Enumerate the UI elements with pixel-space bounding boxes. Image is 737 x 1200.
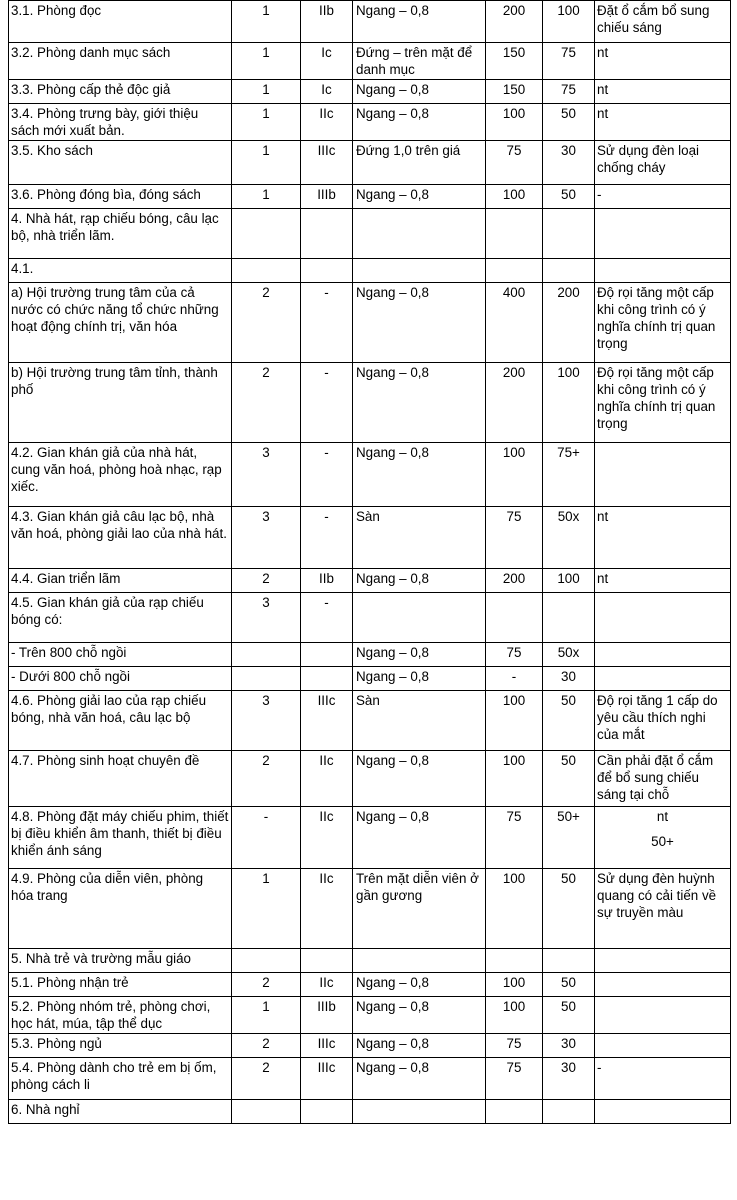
table-row bbox=[9, 807, 731, 869]
illum-low-cell: 100 bbox=[543, 569, 595, 593]
col1-cell: 2 bbox=[232, 363, 301, 443]
illum-high-cell: 75 bbox=[486, 141, 543, 185]
note-cell bbox=[595, 593, 731, 643]
col1-cell: 3 bbox=[232, 443, 301, 507]
illum-high-cell: 150 bbox=[486, 43, 543, 80]
col1-cell bbox=[232, 259, 301, 283]
room-name-cell: 4.9. Phòng của diễn viên, phòng hóa trang bbox=[9, 869, 232, 949]
illum-high-cell: 100 bbox=[486, 869, 543, 949]
note-cell bbox=[595, 949, 731, 973]
room-name-cell: 3.1. Phòng đọc bbox=[9, 1, 232, 43]
plane-cell: Ngang – 0,8 bbox=[353, 751, 486, 807]
plane-cell: Đứng – trên mặt để danh mục bbox=[353, 43, 486, 80]
room-name-cell: b) Hội trường trung tâm tỉnh, thành phố bbox=[9, 363, 232, 443]
plane-cell: Ngang – 0,8 bbox=[353, 443, 486, 507]
col1-cell bbox=[232, 643, 301, 667]
note-cell bbox=[595, 1034, 731, 1058]
illum-low-cell bbox=[543, 259, 595, 283]
table-row bbox=[9, 1, 731, 43]
illum-high-cell: 75 bbox=[486, 1034, 543, 1058]
col2-cell: IIIb bbox=[301, 185, 353, 209]
col2-cell bbox=[301, 667, 353, 691]
illum-low-cell: 50x bbox=[543, 643, 595, 667]
note-cell bbox=[595, 997, 731, 1034]
illum-high-cell: 400 bbox=[486, 283, 543, 363]
illum-high-cell: 100 bbox=[486, 443, 543, 507]
col2-cell: IIb bbox=[301, 1, 353, 43]
col1-cell: 3 bbox=[232, 507, 301, 569]
illum-high-cell: - bbox=[486, 667, 543, 691]
col1-cell bbox=[232, 1100, 301, 1124]
room-name-cell: 4.6. Phòng giải lao của rạp chiếu bóng, nhà văn hoá, câu lạc bộ bbox=[9, 691, 232, 751]
col1-cell: 1 bbox=[232, 869, 301, 949]
illum-high-cell bbox=[486, 949, 543, 973]
room-name-cell: 4. Nhà hát, rạp chiếu bóng, câu lạc bộ, nhà triển lãm. bbox=[9, 209, 232, 259]
note-cell: - bbox=[595, 1058, 731, 1100]
col1-cell: 1 bbox=[232, 185, 301, 209]
plane-cell: Ngang – 0,8 bbox=[353, 104, 486, 141]
table-body bbox=[9, 1, 731, 1124]
plane-cell: Ngang – 0,8 bbox=[353, 1034, 486, 1058]
col2-cell: - bbox=[301, 283, 353, 363]
note-cell: Độ rọi tăng một cấp khi công trình có ý nghĩa chính trị quan trọng bbox=[595, 283, 731, 363]
col2-cell bbox=[301, 259, 353, 283]
col2-cell: - bbox=[301, 507, 353, 569]
col1-cell: 2 bbox=[232, 1034, 301, 1058]
plane-cell: Ngang – 0,8 bbox=[353, 643, 486, 667]
plane-cell: Ngang – 0,8 bbox=[353, 185, 486, 209]
illum-low-cell: 50+ bbox=[543, 807, 595, 869]
plane-cell bbox=[353, 949, 486, 973]
illum-low-cell bbox=[543, 949, 595, 973]
illum-high-cell bbox=[486, 1100, 543, 1124]
col2-cell: - bbox=[301, 443, 353, 507]
note-cell: - bbox=[595, 185, 731, 209]
illum-high-cell: 200 bbox=[486, 569, 543, 593]
room-name-cell: 3.6. Phòng đóng bìa, đóng sách bbox=[9, 185, 232, 209]
illum-low-cell: 30 bbox=[543, 667, 595, 691]
col1-cell: - bbox=[232, 807, 301, 869]
table-row bbox=[9, 691, 731, 751]
room-name-cell: 5. Nhà trẻ và trường mẫu giáo bbox=[9, 949, 232, 973]
note-cell: nt bbox=[595, 43, 731, 80]
room-name-cell: 4.3. Gian khán giả câu lạc bộ, nhà văn hoá, phòng giải lao của nhà hát. bbox=[9, 507, 232, 569]
room-name-cell: 5.4. Phòng dành cho trẻ em bị ốm, phòng cách li bbox=[9, 1058, 232, 1100]
room-name-cell: - Dưới 800 chỗ ngồi bbox=[9, 667, 232, 691]
col2-cell: IIc bbox=[301, 973, 353, 997]
room-name-cell: 3.4. Phòng trưng bày, giới thiệu sách mới xuất bản. bbox=[9, 104, 232, 141]
col1-cell bbox=[232, 209, 301, 259]
table-row bbox=[9, 997, 731, 1034]
plane-cell: Sàn bbox=[353, 507, 486, 569]
room-name-cell: - Trên 800 chỗ ngồi bbox=[9, 643, 232, 667]
room-name-cell: 4.7. Phòng sinh hoạt chuyên đề bbox=[9, 751, 232, 807]
table-row bbox=[9, 751, 731, 807]
table-row bbox=[9, 869, 731, 949]
table-row bbox=[9, 569, 731, 593]
note-secondary-text: 50+ bbox=[651, 834, 674, 849]
col1-cell: 2 bbox=[232, 1058, 301, 1100]
col1-cell: 2 bbox=[232, 973, 301, 997]
col1-cell bbox=[232, 949, 301, 973]
illum-high-cell: 150 bbox=[486, 80, 543, 104]
illum-low-cell: 50 bbox=[543, 869, 595, 949]
col1-cell: 1 bbox=[232, 997, 301, 1034]
illum-high-cell: 75 bbox=[486, 807, 543, 869]
col1-cell bbox=[232, 667, 301, 691]
col2-cell: IIIc bbox=[301, 1058, 353, 1100]
note-cell: Cần phải đặt ổ cắm để bổ sung chiếu sáng tại chỗ bbox=[595, 751, 731, 807]
illum-high-cell: 100 bbox=[486, 104, 543, 141]
col2-cell bbox=[301, 643, 353, 667]
illum-low-cell: 75 bbox=[543, 43, 595, 80]
col2-cell: IIIc bbox=[301, 1034, 353, 1058]
illum-high-cell: 100 bbox=[486, 997, 543, 1034]
plane-cell: Ngang – 0,8 bbox=[353, 1058, 486, 1100]
illum-low-cell: 100 bbox=[543, 363, 595, 443]
note-cell bbox=[595, 209, 731, 259]
plane-cell: Ngang – 0,8 bbox=[353, 80, 486, 104]
room-name-cell: 6. Nhà nghỉ bbox=[9, 1100, 232, 1124]
note-cell bbox=[595, 643, 731, 667]
plane-cell: Ngang – 0,8 bbox=[353, 1, 486, 43]
illum-low-cell: 100 bbox=[543, 1, 595, 43]
illum-high-cell: 200 bbox=[486, 363, 543, 443]
illum-low-cell: 50 bbox=[543, 973, 595, 997]
col1-cell: 2 bbox=[232, 569, 301, 593]
note-cell bbox=[595, 807, 731, 869]
table-row bbox=[9, 283, 731, 363]
illum-high-cell bbox=[486, 259, 543, 283]
room-name-cell: 5.2. Phòng nhóm trẻ, phòng chơi, học hát, múa, tập thể dục bbox=[9, 997, 232, 1034]
col1-cell: 3 bbox=[232, 691, 301, 751]
plane-cell bbox=[353, 259, 486, 283]
col1-cell: 1 bbox=[232, 104, 301, 141]
illum-low-cell: 200 bbox=[543, 283, 595, 363]
col1-cell: 1 bbox=[232, 80, 301, 104]
plane-cell: Ngang – 0,8 bbox=[353, 997, 486, 1034]
col2-cell: Ic bbox=[301, 80, 353, 104]
table-row bbox=[9, 949, 731, 973]
room-name-cell: 4.2. Gian khán giả của nhà hát, cung văn hoá, phòng hoà nhạc, rạp xiếc. bbox=[9, 443, 232, 507]
table-row bbox=[9, 507, 731, 569]
room-name-cell: 5.1. Phòng nhận trẻ bbox=[9, 973, 232, 997]
lighting-standards-table bbox=[8, 0, 731, 1124]
illum-low-cell: 50 bbox=[543, 104, 595, 141]
table-row bbox=[9, 593, 731, 643]
illum-low-cell bbox=[543, 1100, 595, 1124]
table-row bbox=[9, 104, 731, 141]
room-name-cell: 4.4. Gian triển lãm bbox=[9, 569, 232, 593]
col2-cell: IIc bbox=[301, 751, 353, 807]
note-cell bbox=[595, 1100, 731, 1124]
illum-low-cell bbox=[543, 209, 595, 259]
table-row bbox=[9, 443, 731, 507]
note-cell bbox=[595, 443, 731, 507]
col2-cell bbox=[301, 209, 353, 259]
illum-low-cell: 30 bbox=[543, 141, 595, 185]
illum-high-cell: 200 bbox=[486, 1, 543, 43]
illum-low-cell: 75 bbox=[543, 80, 595, 104]
col1-cell: 2 bbox=[232, 751, 301, 807]
illum-low-cell: 50 bbox=[543, 751, 595, 807]
note-cell bbox=[595, 259, 731, 283]
room-name-cell: 4.8. Phòng đặt máy chiếu phim, thiết bị điều khiển âm thanh, thiết bị điều khiển ánh sáng bbox=[9, 807, 232, 869]
note-cell: Độ rọi tăng 1 cấp do yêu cầu thích nghi của mắt bbox=[595, 691, 731, 751]
table-row bbox=[9, 1034, 731, 1058]
illum-low-cell: 50 bbox=[543, 997, 595, 1034]
plane-cell: Trên mặt diễn viên ở gần gương bbox=[353, 869, 486, 949]
note-text: nt bbox=[656, 809, 669, 824]
room-name-cell: 4.5. Gian khán giả của rạp chiếu bóng có: bbox=[9, 593, 232, 643]
note-cell: nt bbox=[595, 80, 731, 104]
illum-low-cell: 50 bbox=[543, 691, 595, 751]
table-row bbox=[9, 1100, 731, 1124]
note-cell: nt bbox=[595, 569, 731, 593]
plane-cell: Ngang – 0,8 bbox=[353, 973, 486, 997]
col2-cell: IIIb bbox=[301, 997, 353, 1034]
room-name-cell: 3.3. Phòng cấp thẻ độc giả bbox=[9, 80, 232, 104]
note-cell: nt bbox=[595, 104, 731, 141]
illum-high-cell: 100 bbox=[486, 185, 543, 209]
table-row bbox=[9, 1058, 731, 1100]
plane-cell: Ngang – 0,8 bbox=[353, 569, 486, 593]
room-name-cell: 4.1. bbox=[9, 259, 232, 283]
table-row bbox=[9, 209, 731, 259]
col2-cell: IIc bbox=[301, 869, 353, 949]
col1-cell: 1 bbox=[232, 1, 301, 43]
col2-cell: IIIc bbox=[301, 691, 353, 751]
illum-low-cell: 30 bbox=[543, 1058, 595, 1100]
plane-cell bbox=[353, 593, 486, 643]
table-row bbox=[9, 141, 731, 185]
table-row bbox=[9, 973, 731, 997]
illum-high-cell bbox=[486, 209, 543, 259]
note-cell: Sử dụng đèn huỳnh quang có cải tiến về sự truyền màu bbox=[595, 869, 731, 949]
plane-cell bbox=[353, 1100, 486, 1124]
illum-low-cell: 50x bbox=[543, 507, 595, 569]
illum-high-cell: 75 bbox=[486, 1058, 543, 1100]
col1-cell: 2 bbox=[232, 283, 301, 363]
table-row bbox=[9, 43, 731, 80]
col2-cell: - bbox=[301, 363, 353, 443]
room-name-cell: a) Hội trường trung tâm của cả nước có chức năng tổ chức những hoạt động chính trị, văn hóa bbox=[9, 283, 232, 363]
illum-high-cell: 100 bbox=[486, 691, 543, 751]
note-cell: Đặt ổ cắm bổ sung chiếu sáng bbox=[595, 1, 731, 43]
col2-cell bbox=[301, 1100, 353, 1124]
table-row bbox=[9, 80, 731, 104]
col2-cell: Ic bbox=[301, 43, 353, 80]
col1-cell: 1 bbox=[232, 43, 301, 80]
note-cell: nt bbox=[595, 507, 731, 569]
note-cell bbox=[595, 973, 731, 997]
illum-high-cell: 100 bbox=[486, 973, 543, 997]
plane-cell: Ngang – 0,8 bbox=[353, 363, 486, 443]
illum-high-cell: 100 bbox=[486, 751, 543, 807]
col2-cell: - bbox=[301, 593, 353, 643]
plane-cell bbox=[353, 209, 486, 259]
plane-cell: Đứng 1,0 trên giá bbox=[353, 141, 486, 185]
illum-low-cell: 50 bbox=[543, 185, 595, 209]
illum-high-cell bbox=[486, 593, 543, 643]
table-row bbox=[9, 643, 731, 667]
col2-cell: IIIc bbox=[301, 141, 353, 185]
table-row bbox=[9, 185, 731, 209]
illum-high-cell: 75 bbox=[486, 507, 543, 569]
plane-cell: Ngang – 0,8 bbox=[353, 667, 486, 691]
illum-high-cell: 75 bbox=[486, 643, 543, 667]
room-name-cell: 3.2. Phòng danh mục sách bbox=[9, 43, 232, 80]
col2-cell: IIb bbox=[301, 569, 353, 593]
col2-cell bbox=[301, 949, 353, 973]
table-row bbox=[9, 667, 731, 691]
illum-low-cell: 75+ bbox=[543, 443, 595, 507]
plane-cell: Sàn bbox=[353, 691, 486, 751]
plane-cell: Ngang – 0,8 bbox=[353, 283, 486, 363]
plane-cell: Ngang – 0,8 bbox=[353, 807, 486, 869]
col1-cell: 3 bbox=[232, 593, 301, 643]
table-row bbox=[9, 363, 731, 443]
note-cell bbox=[595, 667, 731, 691]
illum-low-cell: 30 bbox=[543, 1034, 595, 1058]
col1-cell: 1 bbox=[232, 141, 301, 185]
illum-low-cell bbox=[543, 593, 595, 643]
room-name-cell: 3.5. Kho sách bbox=[9, 141, 232, 185]
col2-cell: IIc bbox=[301, 104, 353, 141]
note-cell: Sử dụng đèn loại chống cháy bbox=[595, 141, 731, 185]
room-name-cell: 5.3. Phòng ngủ bbox=[9, 1034, 232, 1058]
table-row bbox=[9, 259, 731, 283]
note-cell: Độ rọi tăng một cấp khi công trình có ý nghĩa chính trị quan trọng bbox=[595, 363, 731, 443]
col2-cell: IIc bbox=[301, 807, 353, 869]
